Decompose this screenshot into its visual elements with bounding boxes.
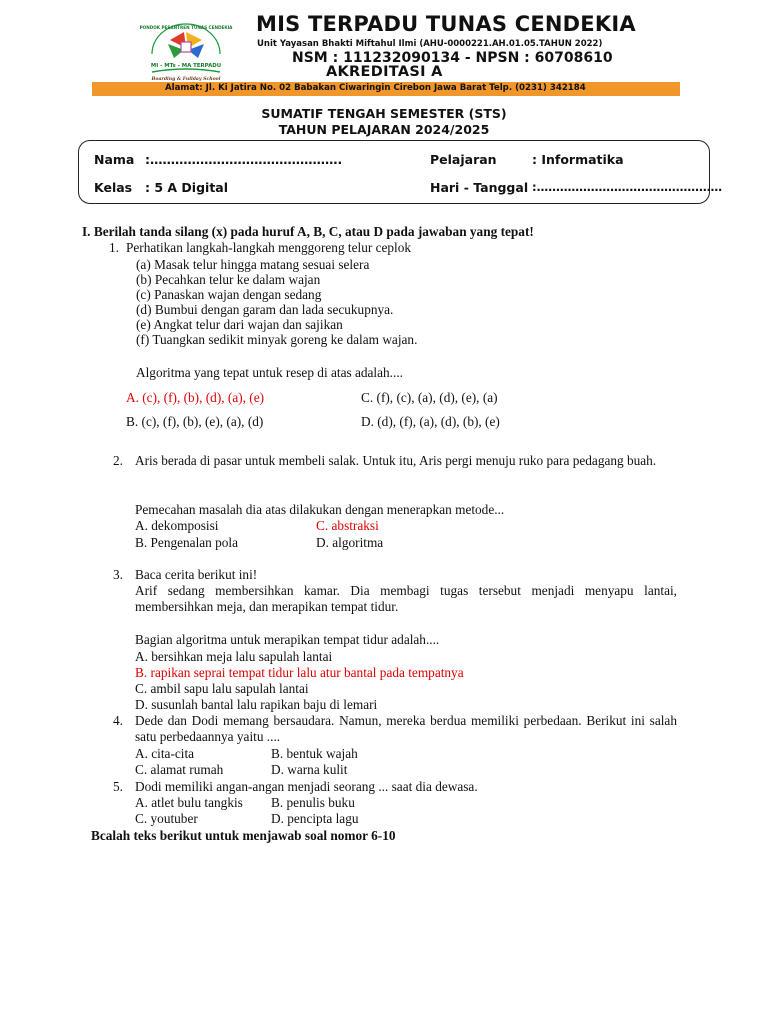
q1-option-c[interactable]: C. (f), (c), (a), (d), (e), (a)	[361, 390, 498, 405]
q1-step: (b) Pecahkan telur ke dalam wajan	[136, 272, 321, 287]
school-year: TAHUN PELAJARAN 2024/2025	[278, 122, 490, 137]
q3-prompt: Bagian algoritma untuk merapikan tempat tidur adalah....	[135, 632, 440, 647]
q1-number: 1.	[109, 240, 119, 255]
q5-text: Dodi memiliki angan-angan menjadi seorang ... saat dia dewasa.	[135, 779, 478, 794]
hari-field[interactable]: :…………………………………………	[532, 180, 723, 194]
nsm-npsn: NSM : 111232090134 - NPSN : 60708610	[292, 50, 613, 66]
q5-option-d[interactable]: D. pencipta lagu	[271, 811, 359, 826]
logo-subcaption: Boarding & Fullday School	[151, 77, 221, 82]
pelajaran-label: Pelajaran	[430, 152, 497, 167]
q4-option-b[interactable]: B. bentuk wajah	[271, 746, 358, 761]
q2-option-a[interactable]: A. dekomposisi	[135, 518, 219, 533]
address-text: Alamat: Jl. Ki Jatira No. 02 Babakan Ciwaringin Cirebon Jawa Barat Telp. (0231) 342184	[165, 83, 586, 93]
accreditation: AKREDITASI A	[326, 64, 443, 80]
q3-option-c[interactable]: C. ambil sapu lalu sapulah lantai	[135, 681, 309, 696]
q3-option-d[interactable]: D. susunlah bantal lalu rapikan baju di lemari	[135, 697, 378, 712]
q3-number: 3.	[113, 567, 123, 582]
logo-caption: MI - MTs - MA TERPADU	[150, 63, 222, 69]
exam-title: SUMATIF TENGAH SEMESTER (STS)	[261, 106, 507, 121]
q1-option-b[interactable]: B. (c), (f), (b), (e), (a), (d)	[126, 414, 264, 429]
foundation-line: Unit Yayasan Bhakti Miftahul Ilmi (AHU-0000221.AH.01.05.TAHUN 2022)	[257, 39, 603, 49]
q4-option-c[interactable]: C. alamat rumah	[135, 762, 224, 777]
q1-text: Perhatikan langkah-langkah menggoreng telur ceplok	[126, 240, 412, 255]
pelajaran-value: : Informatika	[532, 152, 624, 167]
q5-number: 5.	[113, 779, 123, 794]
q2-option-d[interactable]: D. algoritma	[316, 535, 384, 550]
q1-step: (f) Tuangkan sedikit minyak goreng ke dalam wajan.	[136, 332, 418, 347]
q1-option-d[interactable]: D. (d), (f), (a), (d), (b), (e)	[361, 414, 500, 429]
q2-number: 2.	[113, 453, 123, 468]
q3-text: Baca cerita berikut ini!	[135, 567, 258, 582]
q4-option-d[interactable]: D. warna kulit	[271, 762, 348, 777]
q3-option-b[interactable]: B. rapikan seprai tempat tidur lalu atur bantal pada tempatnya	[135, 665, 464, 680]
q3-story: Arif sedang membersihkan kamar. Dia membagi tugas tersebut menjadi menyapu lantai, membersihkan meja, dan merapikan tempat tidur.	[135, 583, 677, 614]
kelas-label: Kelas	[94, 180, 133, 195]
q1-prompt: Algoritma yang tepat untuk resep di atas adalah....	[136, 365, 403, 380]
school-name: MIS TERPADU TUNAS CENDEKIA	[256, 12, 636, 36]
q1-option-a[interactable]: A. (c), (f), (b), (d), (a), (e)	[126, 390, 265, 405]
q5-option-c[interactable]: C. youtuber	[135, 811, 198, 826]
q4-option-a[interactable]: A. cita-cita	[135, 746, 195, 761]
q1-step: (c) Panaskan wajan dengan sedang	[136, 287, 322, 302]
q1-step: (d) Bumbui dengan garam dan lada secukupnya.	[136, 302, 394, 317]
q4-number: 4.	[113, 713, 123, 728]
kelas-value: : 5 A Digital	[145, 180, 229, 195]
hari-label: Hari - Tanggal	[430, 180, 529, 195]
q2-option-b[interactable]: B. Pengenalan pola	[135, 535, 239, 550]
q4-text: Dede dan Dodi memang bersaudara. Namun, mereka berdua memiliki perbedaan. Berikut ini salah satu perbedaannya yaitu ....	[135, 713, 677, 744]
logo-arc-text: PONDOK PESANTREN TUNAS CENDEKIA	[139, 25, 233, 30]
nama-label: Nama	[94, 152, 135, 167]
q2-option-c[interactable]: C. abstraksi	[316, 518, 379, 533]
q2-text: Aris berada di pasar untuk membeli salak. Untuk itu, Aris pergi menuju ruko para pedagang buah.	[135, 453, 657, 468]
q1-step: (e) Angkat telur dari wajan dan sajikan	[136, 317, 343, 332]
q1-step: (a) Masak telur hingga matang sesuai selera	[136, 257, 370, 272]
q2-prompt: Pemecahan masalah dia atas dilakukan dengan menerapkan metode...	[135, 502, 505, 517]
nama-field[interactable]: :……………………………………….	[145, 152, 343, 167]
q5-option-b[interactable]: B. penulis buku	[271, 795, 355, 810]
q5-option-a[interactable]: A. atlet bulu tangkis	[135, 795, 243, 810]
q3-option-a[interactable]: A. bersihkan meja lalu sapulah lantai	[135, 649, 333, 664]
section-instruction: I. Berilah tanda silang (x) pada huruf A, B, C, atau D pada jawaban yang tepat!	[82, 224, 534, 239]
next-section-heading: Bcalah teks berikut untuk menjawab soal nomor 6-10	[91, 828, 396, 843]
